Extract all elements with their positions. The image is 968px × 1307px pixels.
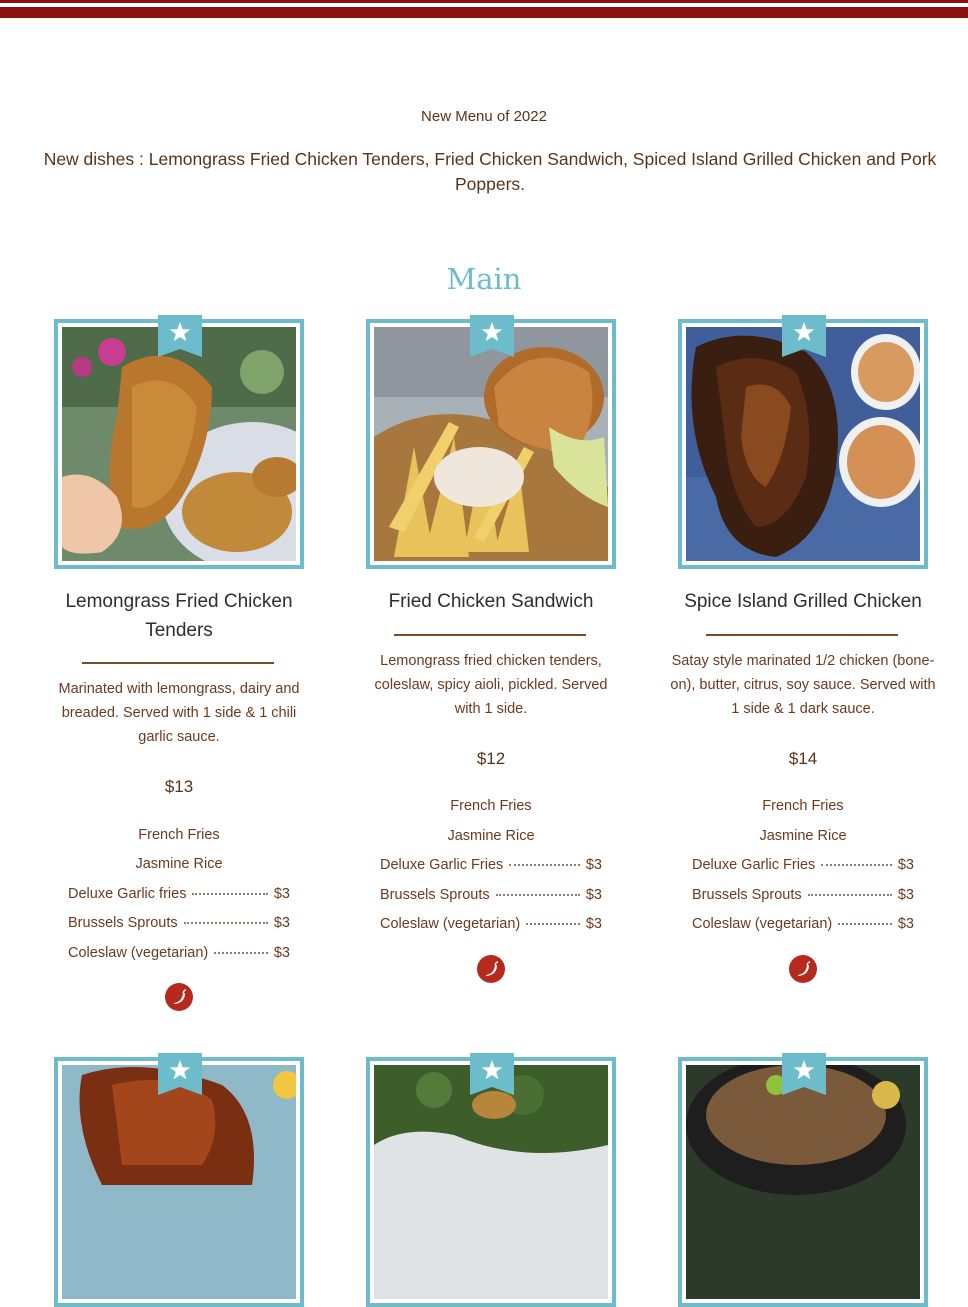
side-option: Jasmine Rice bbox=[759, 828, 847, 844]
leader-dots bbox=[192, 893, 267, 895]
side-option: French Fries bbox=[138, 827, 220, 843]
chili-pepper-icon bbox=[477, 955, 505, 983]
addon-row bbox=[692, 887, 914, 903]
addon-row bbox=[380, 887, 602, 903]
dish-photo[interactable] bbox=[62, 327, 296, 561]
side-option: French Fries bbox=[762, 798, 844, 814]
addon-row bbox=[692, 857, 914, 873]
dish-price: $13 bbox=[164, 777, 194, 796]
dish-description: Lemongrass fried chicken tenders, coleslaw, spicy aioli, pickled. Served with 1 side. bbox=[374, 653, 608, 717]
top-border bbox=[0, 0, 968, 18]
addon-price: $3 bbox=[273, 945, 290, 961]
dish-photo[interactable] bbox=[374, 1065, 608, 1299]
top-border-thin bbox=[0, 0, 968, 3]
addon-label: Deluxe Garlic Fries bbox=[380, 857, 504, 873]
divider bbox=[394, 634, 586, 636]
section-title-main: Main bbox=[446, 262, 522, 296]
divider bbox=[706, 634, 898, 636]
star-icon bbox=[158, 315, 202, 357]
dish-photo[interactable] bbox=[686, 327, 920, 561]
addon-label: Coleslaw (vegetarian) bbox=[68, 945, 209, 961]
chili-pepper-icon bbox=[789, 955, 817, 983]
dish-description: Marinated with lemongrass, dairy and breaded. Served with 1 side & 1 chili garlic sauce. bbox=[58, 681, 300, 745]
star-icon bbox=[470, 315, 514, 357]
addon-price: $3 bbox=[897, 916, 914, 932]
addon-price: $3 bbox=[897, 857, 914, 873]
dish-photo[interactable] bbox=[62, 1065, 296, 1299]
dish-photo[interactable] bbox=[374, 327, 608, 561]
addon-row bbox=[692, 916, 914, 932]
leader-dots bbox=[821, 864, 892, 866]
chili-pepper-icon bbox=[165, 983, 193, 1011]
addon-price: $3 bbox=[585, 916, 602, 932]
addon-row bbox=[68, 886, 290, 902]
dish-photo[interactable] bbox=[686, 1065, 920, 1299]
leader-dots bbox=[526, 923, 580, 925]
announcement-text: New dishes : Lemongrass Fried Chicken Tenders, Fried Chicken Sandwich, Spiced Island Grilled Chicken and Pork Poppers. bbox=[43, 149, 937, 194]
dish-name: Lemongrass Fried Chicken Tenders bbox=[65, 591, 293, 641]
addon-price: $3 bbox=[585, 887, 602, 903]
leader-dots bbox=[214, 952, 268, 954]
addon-label: Deluxe Garlic Fries bbox=[692, 857, 816, 873]
dish-name: Fried Chicken Sandwich bbox=[388, 591, 594, 612]
side-option: Jasmine Rice bbox=[447, 828, 535, 844]
leader-dots bbox=[808, 894, 892, 896]
addon-label: Brussels Sprouts bbox=[692, 887, 802, 903]
star-icon bbox=[782, 315, 826, 357]
star-icon bbox=[470, 1053, 514, 1095]
dish-price: $12 bbox=[476, 749, 506, 768]
addon-label: Brussels Sprouts bbox=[380, 887, 490, 903]
addon-price: $3 bbox=[273, 886, 290, 902]
addon-price: $3 bbox=[585, 857, 602, 873]
addon-label: Coleslaw (vegetarian) bbox=[380, 916, 521, 932]
star-icon bbox=[782, 1053, 826, 1095]
addon-row bbox=[380, 857, 602, 873]
addon-row bbox=[380, 916, 602, 932]
dish-price: $14 bbox=[788, 749, 818, 768]
announcement-title: New Menu of 2022 bbox=[421, 108, 547, 125]
dish-name: Spice Island Grilled Chicken bbox=[684, 591, 922, 612]
side-option: French Fries bbox=[450, 798, 532, 814]
addon-price: $3 bbox=[897, 887, 914, 903]
addon-row bbox=[68, 915, 290, 931]
leader-dots bbox=[838, 923, 892, 925]
leader-dots bbox=[496, 894, 580, 896]
addon-label: Coleslaw (vegetarian) bbox=[692, 916, 833, 932]
addon-label: Deluxe Garlic fries bbox=[68, 886, 187, 902]
star-icon bbox=[158, 1053, 202, 1095]
dish-description: Satay style marinated 1/2 chicken (bone-on), butter, citrus, soy sauce. Served with 1 side & 1 dark sauce. bbox=[670, 653, 936, 717]
addon-label: Brussels Sprouts bbox=[68, 915, 178, 931]
divider bbox=[82, 662, 274, 664]
top-border-thick bbox=[0, 7, 968, 18]
side-option: Jasmine Rice bbox=[135, 856, 223, 872]
addon-row bbox=[68, 945, 290, 961]
leader-dots bbox=[184, 922, 268, 924]
addon-price: $3 bbox=[273, 915, 290, 931]
leader-dots bbox=[509, 864, 580, 866]
